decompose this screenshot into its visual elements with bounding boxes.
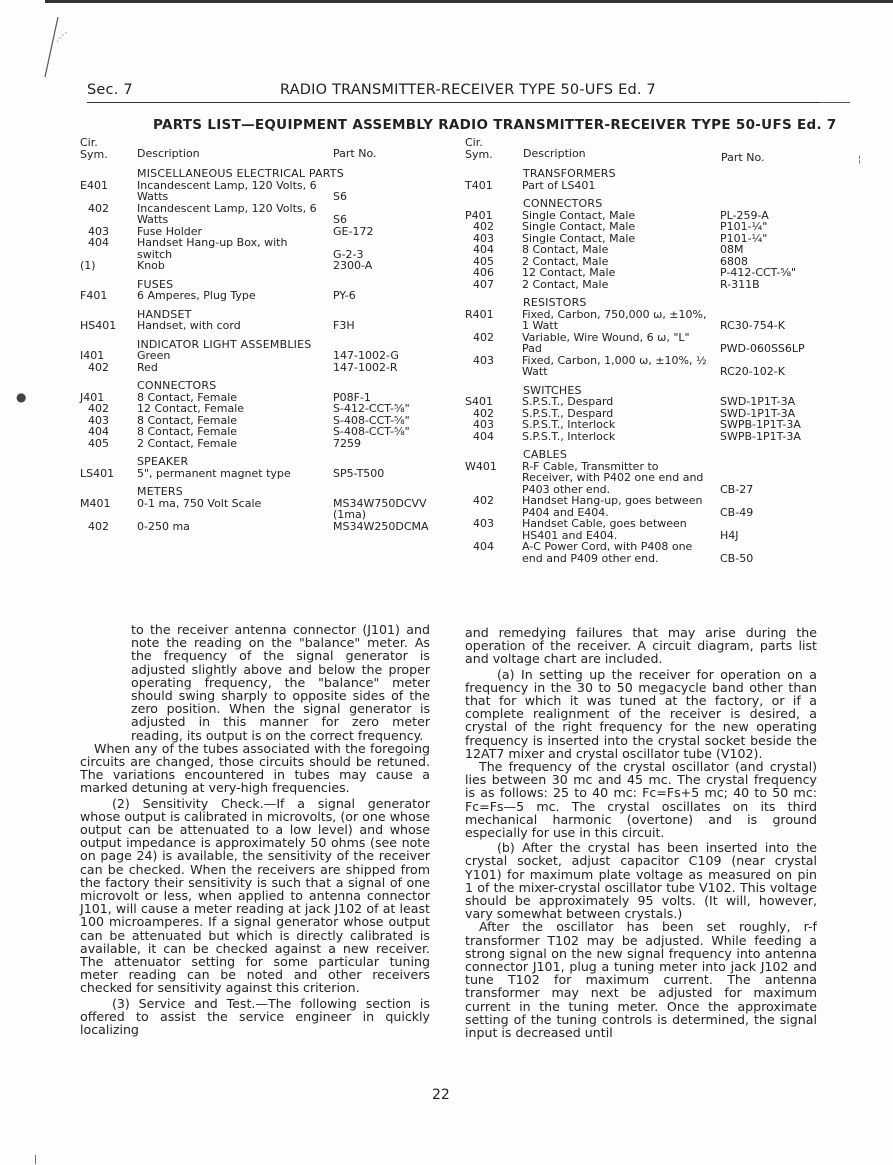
part-number: P101-¼" xyxy=(720,220,768,233)
part-number: 2300-A xyxy=(333,259,373,272)
part-description: Incandescent Lamp, 120 Volts, 6 Watts xyxy=(137,201,317,226)
part-description: Single Contact, Male xyxy=(522,208,636,222)
cir-sym: 403 xyxy=(473,231,494,245)
part-description: 2 Contact, Female xyxy=(137,436,238,450)
part-number: SWD-1P1T-3A xyxy=(720,395,796,408)
cir-sym: 404 xyxy=(473,243,494,256)
parts-row xyxy=(80,180,460,203)
part-number: 147-1002-R xyxy=(333,360,398,374)
cir-sym: 402 xyxy=(473,406,494,420)
parts-row xyxy=(465,419,845,431)
cir-sym: 403 xyxy=(473,353,494,367)
header-description: Description xyxy=(137,147,200,160)
cir-sym: 402 xyxy=(473,330,494,344)
part-number: P101-¼" xyxy=(720,231,768,245)
cir-sym: R401 xyxy=(465,307,494,321)
part-description: 8 Contact, Female xyxy=(137,413,238,427)
parts-list-header xyxy=(465,136,845,164)
part-number: S6 xyxy=(333,213,347,226)
part-description: Red xyxy=(137,360,158,374)
body-text-left-column xyxy=(80,623,430,1036)
section-label: Sec. 7 xyxy=(87,82,133,98)
part-number: S-408-CCT-⅝" xyxy=(333,425,410,438)
part-number: MS34W750DCVV (1ma) xyxy=(333,496,427,521)
parts-row xyxy=(80,350,460,362)
cir-sym: 402 xyxy=(473,220,494,233)
parts-category-heading: RESISTORS xyxy=(523,296,587,309)
part-description: Part of LS401 xyxy=(522,178,596,192)
paragraph-service-and-test: (3) Service and Test.—The following section is offered to assist the service engineer in quickly localizing xyxy=(80,995,430,1038)
cir-sym: 405 xyxy=(473,254,494,268)
cir-sym: HS401 xyxy=(80,319,117,332)
part-number: SWPB-1P1T-3A xyxy=(720,429,801,443)
parts-category-heading: METERS xyxy=(137,485,183,498)
parts-row xyxy=(80,426,460,438)
cir-sym: M401 xyxy=(80,496,111,510)
cir-sym: 405 xyxy=(88,436,109,450)
part-description: Fixed, Carbon, 1,000 ω, ±10%, ½ Watt xyxy=(522,353,707,378)
parts-row xyxy=(80,468,460,480)
part-description: Incandescent Lamp, 120 Volts, 6 Watts xyxy=(137,178,317,203)
parts-row xyxy=(465,396,845,408)
parts-row xyxy=(80,438,460,450)
part-description: R-F Cable, Transmitter to Receiver, with P402 one end and P403 other end. xyxy=(522,459,704,496)
part-number: S-412-CCT-⅝" xyxy=(333,402,410,415)
part-description: Single Contact, Male xyxy=(522,220,636,233)
cir-sym: 403 xyxy=(88,224,109,238)
part-description: Green xyxy=(137,349,171,362)
parts-row xyxy=(80,203,460,226)
part-description: 0-250 ma xyxy=(137,519,190,533)
margin-speck: ¦ xyxy=(858,155,862,165)
cir-sym: 402 xyxy=(88,201,109,215)
part-number: CB-50 xyxy=(720,551,754,565)
running-header xyxy=(87,82,820,103)
part-number: MS34W250DCMA xyxy=(333,519,429,533)
parts-row xyxy=(465,267,845,279)
cir-sym: 402 xyxy=(88,519,109,533)
parts-list-left-column xyxy=(80,137,460,532)
cir-sym: E401 xyxy=(80,178,108,192)
parts-row xyxy=(80,498,460,521)
part-description: 6 Amperes, Plug Type xyxy=(137,289,256,302)
parts-row xyxy=(465,495,845,518)
parts-category-heading: FUSES xyxy=(137,277,174,291)
parts-list-header xyxy=(80,137,460,161)
parts-category-heading: MISCELLANEOUS ELECTRICAL PARTS xyxy=(137,167,344,180)
body-text-right-column xyxy=(465,626,817,1039)
cir-sym: (1) xyxy=(80,259,96,272)
parts-row xyxy=(465,355,845,378)
part-number: PWD-060SS6LP xyxy=(720,342,805,355)
part-number: RC20-102-K xyxy=(720,365,785,378)
cir-sym: LS401 xyxy=(80,466,115,480)
parts-row xyxy=(80,403,460,415)
part-description: S.P.S.T., Interlock xyxy=(522,429,616,443)
cir-sym: F401 xyxy=(80,289,108,302)
parts-row xyxy=(465,518,845,541)
header-part-no: Part No. xyxy=(721,151,765,164)
parts-category-heading: CABLES xyxy=(523,448,568,461)
parts-row xyxy=(80,362,460,374)
parts-row xyxy=(80,260,460,272)
part-description: Fuse Holder xyxy=(137,224,203,238)
part-number: PL-259-A xyxy=(720,208,769,222)
parts-row xyxy=(465,180,845,192)
part-number: 7259 xyxy=(333,436,361,450)
part-number: H4J xyxy=(720,528,739,542)
part-description: Handset, with cord xyxy=(137,319,241,332)
part-description: Variable, Wire Wound, 6 ω, "L" Pad xyxy=(522,330,690,355)
parts-category-heading: SPEAKER xyxy=(137,455,189,468)
cir-sym: 404 xyxy=(473,429,494,443)
part-description: 0-1 ma, 750 Volt Scale xyxy=(137,496,262,510)
parts-row xyxy=(465,221,845,233)
parts-row xyxy=(465,279,845,291)
parts-category-heading: CONNECTORS xyxy=(137,379,217,392)
part-description: Knob xyxy=(137,259,165,272)
part-number: R-311B xyxy=(720,277,760,291)
parts-row xyxy=(465,332,845,355)
part-number: CB-49 xyxy=(720,505,754,519)
paragraph-sensitivity-check: (2) Sensitivity Check.—If a signal generator whose output is calibrated in microvolts, (or one whose output can be attenuated to a low level) and whose output impedance is approximately 50 ohms (see note on page 24) is available, the sensitivity of the receiver can be checked. When the receivers are shipped from the factory their sensitivity is such that a signal of one microvolt or less, when applied to antenna connector J101, will cause a meter reading at jack J102 of at least 100 microamperes. If a signal generator whose output can be attenuated but which is directly calibrated is available, it can be checked against a new receiver. The attenuator setting for some particular tuning meter reading can be noted and other receivers checked for sensitivity against this criterion. xyxy=(80,795,430,996)
part-description: A-C Power Cord, with P408 one end and P409 other end. xyxy=(522,540,693,565)
part-description: 12 Contact, Female xyxy=(137,402,245,415)
header-rule-extension xyxy=(820,102,850,103)
paragraph: and remedying failures that may arise during the operation of the receiver. A circuit diagram, parts list and voltage chart are included. xyxy=(465,625,817,667)
paragraph: After the oscillator has been set roughly, r-f transformer T102 may be adjusted. While feeding a strong signal on the new signal frequency into antenna connector J101, plug a tuning meter into jack J102 and tune T102 for maximum current. The antenna transformer may next be adjusted for maximum current in the tuning meter. Once the approximate setting of the tuning controls is determined, the signal input is decreased until xyxy=(465,919,817,1041)
cir-sym: 403 xyxy=(473,418,494,431)
header-cir-sym: Cir. Sym. xyxy=(465,136,493,161)
parts-category-heading: HANDSET xyxy=(137,307,192,321)
part-description: Fixed, Carbon, 750,000 ω, ±10%, 1 Watt xyxy=(522,307,707,332)
parts-row xyxy=(465,244,845,256)
paragraph: The frequency of the crystal oscillator (and crystal) lies between 30 mc and 45 mc. The crystal frequency is as follows: 25 to 40 mc: Fc=Fs+5 mc; 40 to 50 mc: Fc=Fs—5 mc. The crystal oscillates on its third mechanical harmonic (overtone) and is ground especially for use in this circuit. xyxy=(465,759,817,841)
part-description: Handset Hang-up Box, with switch xyxy=(137,236,288,261)
part-number: SWPB-1P1T-3A xyxy=(720,418,801,431)
margin-speck: | xyxy=(34,1155,38,1165)
parts-category-heading: CONNECTORS xyxy=(523,197,603,210)
part-description: 2 Contact, Male xyxy=(522,254,609,268)
part-description: 8 Contact, Female xyxy=(137,425,238,438)
part-description: Handset Hang-up, goes between P404 and E404. xyxy=(522,494,703,519)
cir-sym: W401 xyxy=(465,459,497,473)
part-number: S-408-CCT-⅝" xyxy=(333,413,410,427)
cir-sym: 406 xyxy=(473,266,494,279)
part-description: Single Contact, Male xyxy=(522,231,636,245)
part-number: GE-172 xyxy=(333,224,374,238)
cir-sym: I401 xyxy=(80,349,105,362)
part-number: G-2-3 xyxy=(333,247,364,261)
part-description: 12 Contact, Male xyxy=(522,266,616,279)
cir-sym: 404 xyxy=(473,540,494,553)
header-description: Description xyxy=(523,147,586,160)
parts-row xyxy=(80,320,460,332)
part-number: 08M xyxy=(720,243,744,256)
parts-row xyxy=(80,521,460,533)
part-number: SP5-T500 xyxy=(333,466,385,480)
parts-list-right-column xyxy=(465,137,845,564)
header-cir-sym: Cir. Sym. xyxy=(80,136,108,161)
parts-row xyxy=(465,431,845,443)
parts-row xyxy=(80,237,460,260)
parts-row xyxy=(465,309,845,332)
cir-sym: 402 xyxy=(88,360,109,374)
part-description: 5", permanent magnet type xyxy=(137,466,291,480)
paragraph: to the receiver antenna connector (J101) and note the reading on the "balance" meter. As the frequency of the signal generator is adjusted slightly above and below the proper operating frequency, the "balance" meter should swing sharply to opposite sides of the zero position. When the signal generator is adjusted in this manner for zero meter reading, its output is on the correct frequency. xyxy=(131,622,430,743)
cir-sym: T401 xyxy=(465,178,493,192)
cir-sym: P401 xyxy=(465,208,493,222)
paragraph: When any of the tubes associated with the foregoing circuits are changed, those circuits should be retuned. The variations encountered in tubes may cause a marked detuning at very-high frequencies. xyxy=(80,740,430,796)
cir-sym: 407 xyxy=(473,277,494,291)
part-description: 2 Contact, Male xyxy=(522,277,609,291)
cir-sym: 402 xyxy=(473,494,494,507)
cir-sym: 403 xyxy=(88,413,109,427)
cir-sym: 404 xyxy=(88,425,109,438)
part-description: Handset Cable, goes between HS401 and E404. xyxy=(522,517,687,542)
part-description: S.P.S.T., Despard xyxy=(522,406,614,420)
parts-row xyxy=(465,541,845,564)
part-number: CB-27 xyxy=(720,482,754,496)
part-description: 8 Contact, Female xyxy=(137,390,238,404)
parts-row xyxy=(465,461,845,496)
running-title: RADIO TRANSMITTER-RECEIVER TYPE 50-UFS Ed. 7 xyxy=(280,82,656,98)
parts-row xyxy=(80,290,460,302)
margin-dot-mark: ● xyxy=(16,390,27,404)
part-number: P08F-1 xyxy=(333,390,371,404)
parts-category-heading: TRANSFORMERS xyxy=(523,167,616,180)
margin-pencil-mark xyxy=(40,12,70,82)
part-number: RC30-754-K xyxy=(720,319,785,332)
parts-category-heading: SWITCHES xyxy=(523,383,582,397)
cir-sym: 402 xyxy=(88,402,109,415)
page-top-rule xyxy=(45,0,893,3)
paragraph-step-a: (a) In setting up the receiver for operation on a frequency in the 30 to 50 megacycle band other than that for which it was tuned at the factory, or if a complete realignment of the receiver is desired, a crystal of the right frequency for the new operating frequency is inserted into the crystal socket beside the 12AT7 mixer and crystal oscillator tube (V102). xyxy=(465,666,817,761)
part-description: S.P.S.T., Interlock xyxy=(522,418,616,431)
part-number: P-412-CCT-⅝" xyxy=(720,266,797,279)
part-number: 147-1002-G xyxy=(333,349,399,362)
paragraph-step-b: (b) After the crystal has been inserted into the crystal socket, adjust capacitor C109 (near crystal Y101) for maximum plate voltage as measured on pin 1 of the mixer-crystal oscillator tube V102. This voltage should be approximately 95 volts. (It will, however, vary somewhat between crystals.) xyxy=(465,840,817,922)
cir-sym: 404 xyxy=(88,236,109,249)
cir-sym: S401 xyxy=(465,395,493,408)
part-number: S6 xyxy=(333,190,347,203)
page-number: 22 xyxy=(432,1087,450,1103)
part-number: 6808 xyxy=(720,254,748,268)
part-description: 8 Contact, Male xyxy=(522,243,609,256)
parts-list-title: PARTS LIST—EQUIPMENT ASSEMBLY RADIO TRANSMITTER-RECEIVER TYPE 50-UFS Ed. 7 xyxy=(153,117,837,133)
part-number: F3H xyxy=(333,319,355,332)
parts-category-heading: INDICATOR LIGHT ASSEMBLIES xyxy=(137,337,312,351)
cir-sym: 403 xyxy=(473,517,494,530)
cir-sym: J401 xyxy=(80,390,105,404)
part-number: SWD-1P1T-3A xyxy=(720,406,796,420)
header-part-no: Part No. xyxy=(333,147,377,160)
part-number: PY-6 xyxy=(333,289,356,302)
part-description: S.P.S.T., Despard xyxy=(522,395,614,408)
